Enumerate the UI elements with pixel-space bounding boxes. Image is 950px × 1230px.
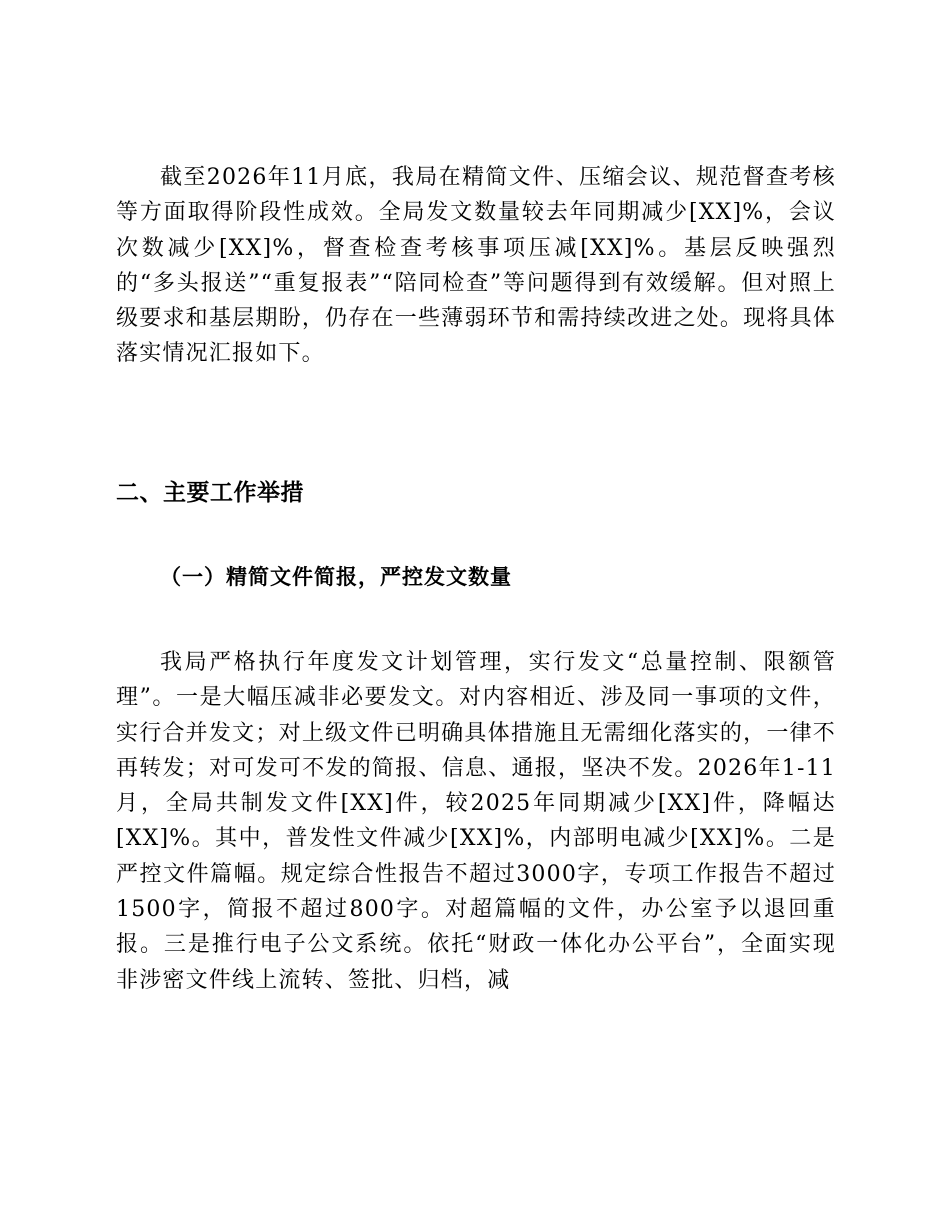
intro-paragraph: 截至2026年11月底，我局在精简文件、压缩会议、规范督查考核等方面取得阶段性成效。全局发文数量较去年同期减少[XX]%，会议次数减少[XX]%，督查检查考核事项压减[XX]%。基层反映强烈的“多头报送”“重复报表”“陪同检查”等问题得到有效缓解。但对照上级要求和基层期盼，仍存在一些薄弱环节和需持续改进之处。现将具体落实情况汇报如下。 [116, 165, 836, 367]
section-heading: 二、主要工作举措 [116, 480, 304, 506]
subsection-heading: （一）精简文件简报，严控发文数量 [160, 564, 512, 589]
body-paragraph: 我局严格执行年度发文计划管理，实行发文“总量控制、限额管理”。一是大幅压减非必要发文。对内容相近、涉及同一事项的文件，实行合并发文；对上级文件已明确具体措施且无需细化落实的，一律不再转发；对可发可不发的简报、信息、通报，坚决不发。2026年1-11月，全局共制发文件[XX]件，较2025年同期减少[XX]件，降幅达[XX]%。其中，普发性文件减少[XX]%，内部明电减少[XX]%。二是严控文件篇幅。规定综合性报告不超过3000字，专项工作报告不超过1500字，简报不超过800字。对超篇幅的文件，办公室予以退回重报。三是推行电子公文系统。依托“财政一体化办公平台”，全面实现非涉密文件线上流转、签批、归档，减 [116, 650, 836, 993]
